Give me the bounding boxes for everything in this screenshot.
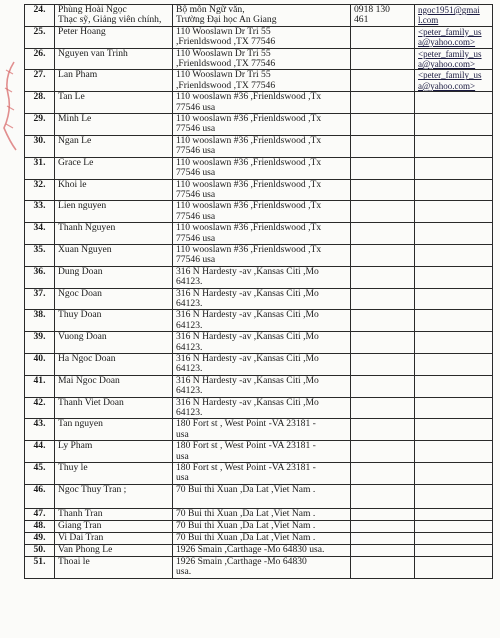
table-row (25, 532, 493, 544)
row-number: 36. (33, 266, 46, 277)
email-cell (415, 419, 493, 441)
name-line: Thanh Viet Doan (58, 397, 124, 408)
name-cell (55, 397, 173, 419)
address-line: 1926 Smain ,Carthage -Mo 64830 usa. (176, 544, 325, 555)
row-number: 46. (33, 484, 46, 495)
address-line: 64123. (176, 297, 203, 309)
name-line: Ly Pham (58, 440, 93, 452)
address-cell (173, 244, 351, 266)
phone-cell (351, 135, 415, 157)
name-line: Dung Doan (58, 266, 103, 277)
row-number: 32. (33, 179, 46, 190)
row-number-cell (25, 310, 55, 332)
email-cell (415, 26, 493, 48)
email-cell (415, 288, 493, 310)
email-cell (415, 397, 493, 419)
name-cell (55, 70, 173, 92)
email-cell (415, 70, 493, 92)
phone-cell (351, 397, 415, 419)
address-line: 110 wooslawn #36 ,Frienldswood ,Tx (176, 113, 322, 125)
table-row (25, 92, 493, 114)
row-number-cell (25, 375, 55, 397)
row-number: 45. (33, 462, 46, 474)
address-line: 316 N Hardesty -av ,Kansas Citi ,Mo (176, 309, 319, 321)
table-row (25, 375, 493, 397)
name-line: Ngoc Thuy Tran ; (58, 484, 127, 495)
table-row (25, 556, 493, 578)
name-cell (55, 508, 173, 520)
address-cell (173, 48, 351, 70)
address-line: 316 N Hardesty -av ,Kansas Citi ,Mo (176, 397, 319, 408)
email-cell (415, 201, 493, 223)
row-number-cell (25, 92, 55, 114)
name-cell (55, 92, 173, 114)
name-cell (55, 520, 173, 532)
address-line: 64123. (176, 341, 203, 353)
row-number-cell (25, 48, 55, 70)
name-cell (55, 332, 173, 354)
row-number: 27. (33, 69, 46, 81)
address-line: usa (176, 450, 189, 462)
row-number: 40. (33, 353, 46, 364)
row-number-cell (25, 419, 55, 441)
row-number: 49. (33, 532, 46, 543)
email-cell (415, 223, 493, 245)
row-number-cell (25, 179, 55, 201)
table-row (25, 223, 493, 245)
address-line: 316 N Hardesty -av ,Kansas Citi ,Mo (176, 353, 319, 364)
row-number: 42. (33, 397, 46, 408)
name-line: Xuan Nguyen (58, 244, 112, 255)
address-cell (173, 92, 351, 114)
name-cell (55, 532, 173, 544)
address-line: 316 N Hardesty -av ,Kansas Citi ,Mo (176, 375, 319, 386)
row-number-cell (25, 332, 55, 354)
row-number-cell (25, 354, 55, 376)
address-cell (173, 135, 351, 157)
row-number: 47. (33, 508, 46, 519)
name-cell (55, 310, 173, 332)
address-line: 70 Bui thi Xuan ,Da Lat ,Viet Nam . (176, 484, 316, 495)
table-row (25, 244, 493, 266)
address-line: 110 wooslawn #36 ,Frienldswood ,Tx (176, 222, 322, 234)
email-cell (415, 135, 493, 157)
table-row (25, 332, 493, 354)
phone-cell (351, 332, 415, 354)
address-line: Trường Đại học An Giang (176, 14, 277, 26)
name-line: Giang Tran (58, 520, 102, 531)
name-cell (55, 544, 173, 556)
row-number: 43. (33, 418, 46, 430)
name-cell (55, 556, 173, 578)
row-number-cell (25, 26, 55, 48)
email-cell (415, 520, 493, 532)
name-line: Minh Le (58, 113, 92, 125)
row-number: 38. (33, 309, 46, 321)
address-line: 110 wooslawn #36 ,Frienldswood ,Tx (176, 91, 322, 103)
name-line: Khoi le (58, 179, 87, 190)
address-cell (173, 223, 351, 245)
address-line: usa (176, 428, 189, 440)
email-cell (415, 157, 493, 179)
name-cell (55, 135, 173, 157)
row-number-cell (25, 114, 55, 136)
name-cell (55, 157, 173, 179)
address-line: 77546 usa (176, 167, 216, 179)
address-line: 70 Bui thi Xuan ,Da Lat ,Viet Nam . (176, 520, 316, 531)
address-line: 110 wooslawn #36 ,Frienldswood ,Tx (176, 157, 322, 168)
name-cell (55, 5, 173, 27)
table-row (25, 484, 493, 508)
address-line: 77546 usa (176, 188, 216, 200)
phone-line: 461 (354, 14, 369, 26)
name-cell (55, 441, 173, 463)
name-line: Ngoc Doan (58, 288, 102, 299)
address-line: usa (176, 472, 189, 484)
address-line: 110 wooslawn #36 ,Frienldswood ,Tx (176, 200, 322, 212)
address-line: 64123. (176, 363, 203, 375)
email-cell (415, 556, 493, 578)
email-line: a@yahoo.com> (418, 37, 476, 48)
address-cell (173, 26, 351, 48)
address-line: 70 Bui thi Xuan ,Da Lat ,Viet Nam . (176, 508, 316, 519)
address-cell (173, 266, 351, 288)
email-line: a@yahoo.com> (418, 59, 476, 70)
phone-cell (351, 544, 415, 556)
address-cell (173, 508, 351, 520)
name-line: Phùng Hoài Ngọc (58, 4, 127, 15)
table-row (25, 48, 493, 70)
address-line: 77546 usa (176, 145, 216, 157)
row-number-cell (25, 441, 55, 463)
name-line: Thanh Tran (58, 508, 103, 519)
row-number-cell (25, 288, 55, 310)
table-row (25, 135, 493, 157)
name-cell (55, 484, 173, 508)
row-number-cell (25, 70, 55, 92)
address-cell (173, 375, 351, 397)
phone-cell (351, 92, 415, 114)
address-line: 1926 Smain ,Carthage -Mo 64830 (176, 556, 307, 567)
name-cell (55, 48, 173, 70)
name-cell (55, 288, 173, 310)
address-line: 110 wooslawn #36 ,Frienldswood ,Tx (176, 244, 322, 255)
name-line: Thanh Nguyen (58, 222, 116, 234)
address-cell (173, 441, 351, 463)
row-number-cell (25, 244, 55, 266)
address-cell (173, 332, 351, 354)
email-line: a@yahoo.com> (418, 80, 476, 91)
row-number-cell (25, 556, 55, 578)
table-row (25, 310, 493, 332)
phone-cell (351, 48, 415, 70)
email-line: <peter_family_us (418, 26, 482, 37)
row-number-cell (25, 223, 55, 245)
table-row (25, 266, 493, 288)
phone-cell (351, 463, 415, 485)
name-line: Vi Dai Tran (58, 532, 104, 543)
phone-cell (351, 5, 415, 27)
phone-cell (351, 419, 415, 441)
address-line: 110 Wooslawn Dr Tri 55 (176, 69, 271, 81)
phone-cell (351, 223, 415, 245)
email-cell (415, 484, 493, 508)
address-line: 110 Wooslawn Dr Tri 55 (176, 26, 271, 37)
phone-cell (351, 556, 415, 578)
address-cell (173, 484, 351, 508)
row-number-cell (25, 397, 55, 419)
address-line: 110 Wooslawn Dr Tri 55 (176, 48, 271, 59)
name-cell (55, 201, 173, 223)
address-line: 110 wooslawn #36 ,Frienldswood ,Tx (176, 135, 322, 146)
phone-cell (351, 288, 415, 310)
address-line: usa. (176, 566, 192, 578)
email-cell (415, 354, 493, 376)
row-number: 48. (33, 520, 46, 531)
row-number-cell (25, 544, 55, 556)
phone-cell (351, 354, 415, 376)
row-number-cell (25, 532, 55, 544)
name-cell (55, 26, 173, 48)
email-cell (415, 508, 493, 520)
address-line: 180 Fort st , West Point -VA 23181 - (176, 462, 316, 474)
email-cell (415, 244, 493, 266)
email-cell (415, 114, 493, 136)
address-cell (173, 310, 351, 332)
email-line: <peter_family_us (418, 70, 482, 81)
row-number: 34. (33, 222, 46, 234)
address-cell (173, 114, 351, 136)
phone-cell (351, 310, 415, 332)
row-number: 37. (33, 288, 46, 299)
address-line: 110 wooslawn #36 ,Frienldswood ,Tx (176, 179, 322, 190)
table-row (25, 354, 493, 376)
table-row (25, 463, 493, 485)
name-line: Thạc sỹ, Giảng viên chính, (58, 14, 162, 26)
name-cell (55, 463, 173, 485)
email-cell (415, 266, 493, 288)
address-line: 77546 usa (176, 232, 216, 244)
row-number: 44. (33, 440, 46, 452)
name-line: Lan Pham (58, 69, 98, 81)
phone-cell (351, 157, 415, 179)
address-line: ,Frienldswood ,TX 77546 (176, 79, 276, 91)
row-number-cell (25, 508, 55, 520)
row-number-cell (25, 266, 55, 288)
phone-cell (351, 70, 415, 92)
address-line: Bộ môn Ngữ văn, (176, 4, 245, 15)
address-cell (173, 70, 351, 92)
name-line: Grace Le (58, 157, 94, 168)
row-number: 35. (33, 244, 46, 255)
email-line: <peter_family_us (418, 48, 482, 59)
name-cell (55, 354, 173, 376)
table-row (25, 520, 493, 532)
phone-line: 0918 130 (354, 4, 390, 15)
email-cell (415, 375, 493, 397)
row-number: 50. (33, 544, 46, 555)
table-row (25, 544, 493, 556)
row-number-cell (25, 484, 55, 508)
row-number: 29. (33, 113, 46, 125)
address-line: 70 Bui thi Xuan ,Da Lat ,Viet Nam . (176, 532, 316, 543)
address-line: 316 N Hardesty -av ,Kansas Citi ,Mo (176, 331, 319, 343)
name-line: Mai Ngoc Doan (58, 375, 120, 386)
address-cell (173, 157, 351, 179)
address-cell (173, 463, 351, 485)
table-row (25, 5, 493, 27)
row-number: 24. (33, 4, 46, 15)
address-line: ,Frienldswood ,TX 77546 (176, 58, 276, 70)
email-cell (415, 532, 493, 544)
email-cell (415, 92, 493, 114)
phone-cell (351, 484, 415, 508)
email-cell (415, 179, 493, 201)
email-cell (415, 310, 493, 332)
table-row (25, 201, 493, 223)
name-cell (55, 266, 173, 288)
email-cell (415, 544, 493, 556)
address-line: 77546 usa (176, 254, 216, 266)
email-cell (415, 463, 493, 485)
row-number: 39. (33, 331, 46, 343)
name-line: Thuy le (58, 462, 88, 474)
table-row (25, 157, 493, 179)
row-number-cell (25, 135, 55, 157)
row-number-cell (25, 5, 55, 27)
row-number: 41. (33, 375, 46, 386)
table-row (25, 114, 493, 136)
address-cell (173, 288, 351, 310)
contact-list-table (24, 4, 493, 579)
address-line: 64123. (176, 385, 203, 397)
name-cell (55, 375, 173, 397)
email-cell (415, 48, 493, 70)
address-cell (173, 5, 351, 27)
name-line: Nguyen van Trinh (58, 48, 128, 59)
name-cell (55, 114, 173, 136)
phone-cell (351, 520, 415, 532)
phone-cell (351, 375, 415, 397)
address-line: 77546 usa (176, 101, 216, 113)
row-number-cell (25, 201, 55, 223)
address-line: 180 Fort st , West Point -VA 23181 - (176, 440, 316, 452)
row-number: 51. (33, 556, 46, 567)
name-line: Thoai le (58, 556, 90, 567)
name-line: Tan Le (58, 91, 85, 103)
address-cell (173, 179, 351, 201)
name-line: Ngan Le (58, 135, 92, 146)
phone-cell (351, 179, 415, 201)
row-number-cell (25, 463, 55, 485)
email-cell (415, 5, 493, 27)
row-number-cell (25, 157, 55, 179)
address-line: 64123. (176, 276, 203, 288)
row-number: 26. (33, 48, 46, 59)
email-line: l.com (418, 15, 439, 26)
table-row (25, 397, 493, 419)
address-cell (173, 419, 351, 441)
phone-cell (351, 532, 415, 544)
name-line: Vuong Doan (58, 331, 107, 343)
phone-cell (351, 266, 415, 288)
row-number: 31. (33, 157, 46, 168)
address-line: 64123. (176, 407, 203, 419)
name-line: Thuy Doan (58, 309, 102, 321)
address-cell (173, 397, 351, 419)
name-line: Lien nguyen (58, 200, 107, 212)
address-line: 316 N Hardesty -av ,Kansas Citi ,Mo (176, 266, 319, 277)
phone-cell (351, 508, 415, 520)
phone-cell (351, 114, 415, 136)
address-line: 316 N Hardesty -av ,Kansas Citi ,Mo (176, 288, 319, 299)
phone-cell (351, 244, 415, 266)
phone-cell (351, 201, 415, 223)
table-row (25, 508, 493, 520)
table-row (25, 70, 493, 92)
name-line: Van Phong Le (58, 544, 113, 555)
address-line: 180 Fort st , West Point -VA 23181 - (176, 418, 316, 430)
phone-cell (351, 441, 415, 463)
table-row (25, 441, 493, 463)
name-line: Peter Hoang (58, 26, 106, 37)
table-row (25, 419, 493, 441)
address-line: 64123. (176, 319, 203, 331)
email-cell (415, 441, 493, 463)
row-number-cell (25, 520, 55, 532)
table-row (25, 288, 493, 310)
name-cell (55, 179, 173, 201)
address-cell (173, 544, 351, 556)
name-cell (55, 419, 173, 441)
address-cell (173, 354, 351, 376)
row-number: 25. (33, 26, 46, 37)
table-row (25, 179, 493, 201)
table-row (25, 26, 493, 48)
red-stamp-mark (0, 58, 20, 154)
row-number: 30. (33, 135, 46, 146)
address-cell (173, 201, 351, 223)
address-cell (173, 556, 351, 578)
phone-cell (351, 26, 415, 48)
name-line: Ha Ngoc Doan (58, 353, 116, 364)
email-line: ngoc1951@gmai (418, 5, 480, 15)
name-cell (55, 223, 173, 245)
address-cell (173, 532, 351, 544)
address-line: 77546 usa (176, 210, 216, 222)
name-cell (55, 244, 173, 266)
row-number: 33. (33, 200, 46, 212)
name-line: Tan nguyen (58, 418, 103, 430)
address-cell (173, 520, 351, 532)
email-cell (415, 332, 493, 354)
row-number: 28. (33, 91, 46, 103)
address-line: 77546 usa (176, 123, 216, 135)
address-line: ,Frienldswood ,TX 77546 (176, 36, 276, 48)
